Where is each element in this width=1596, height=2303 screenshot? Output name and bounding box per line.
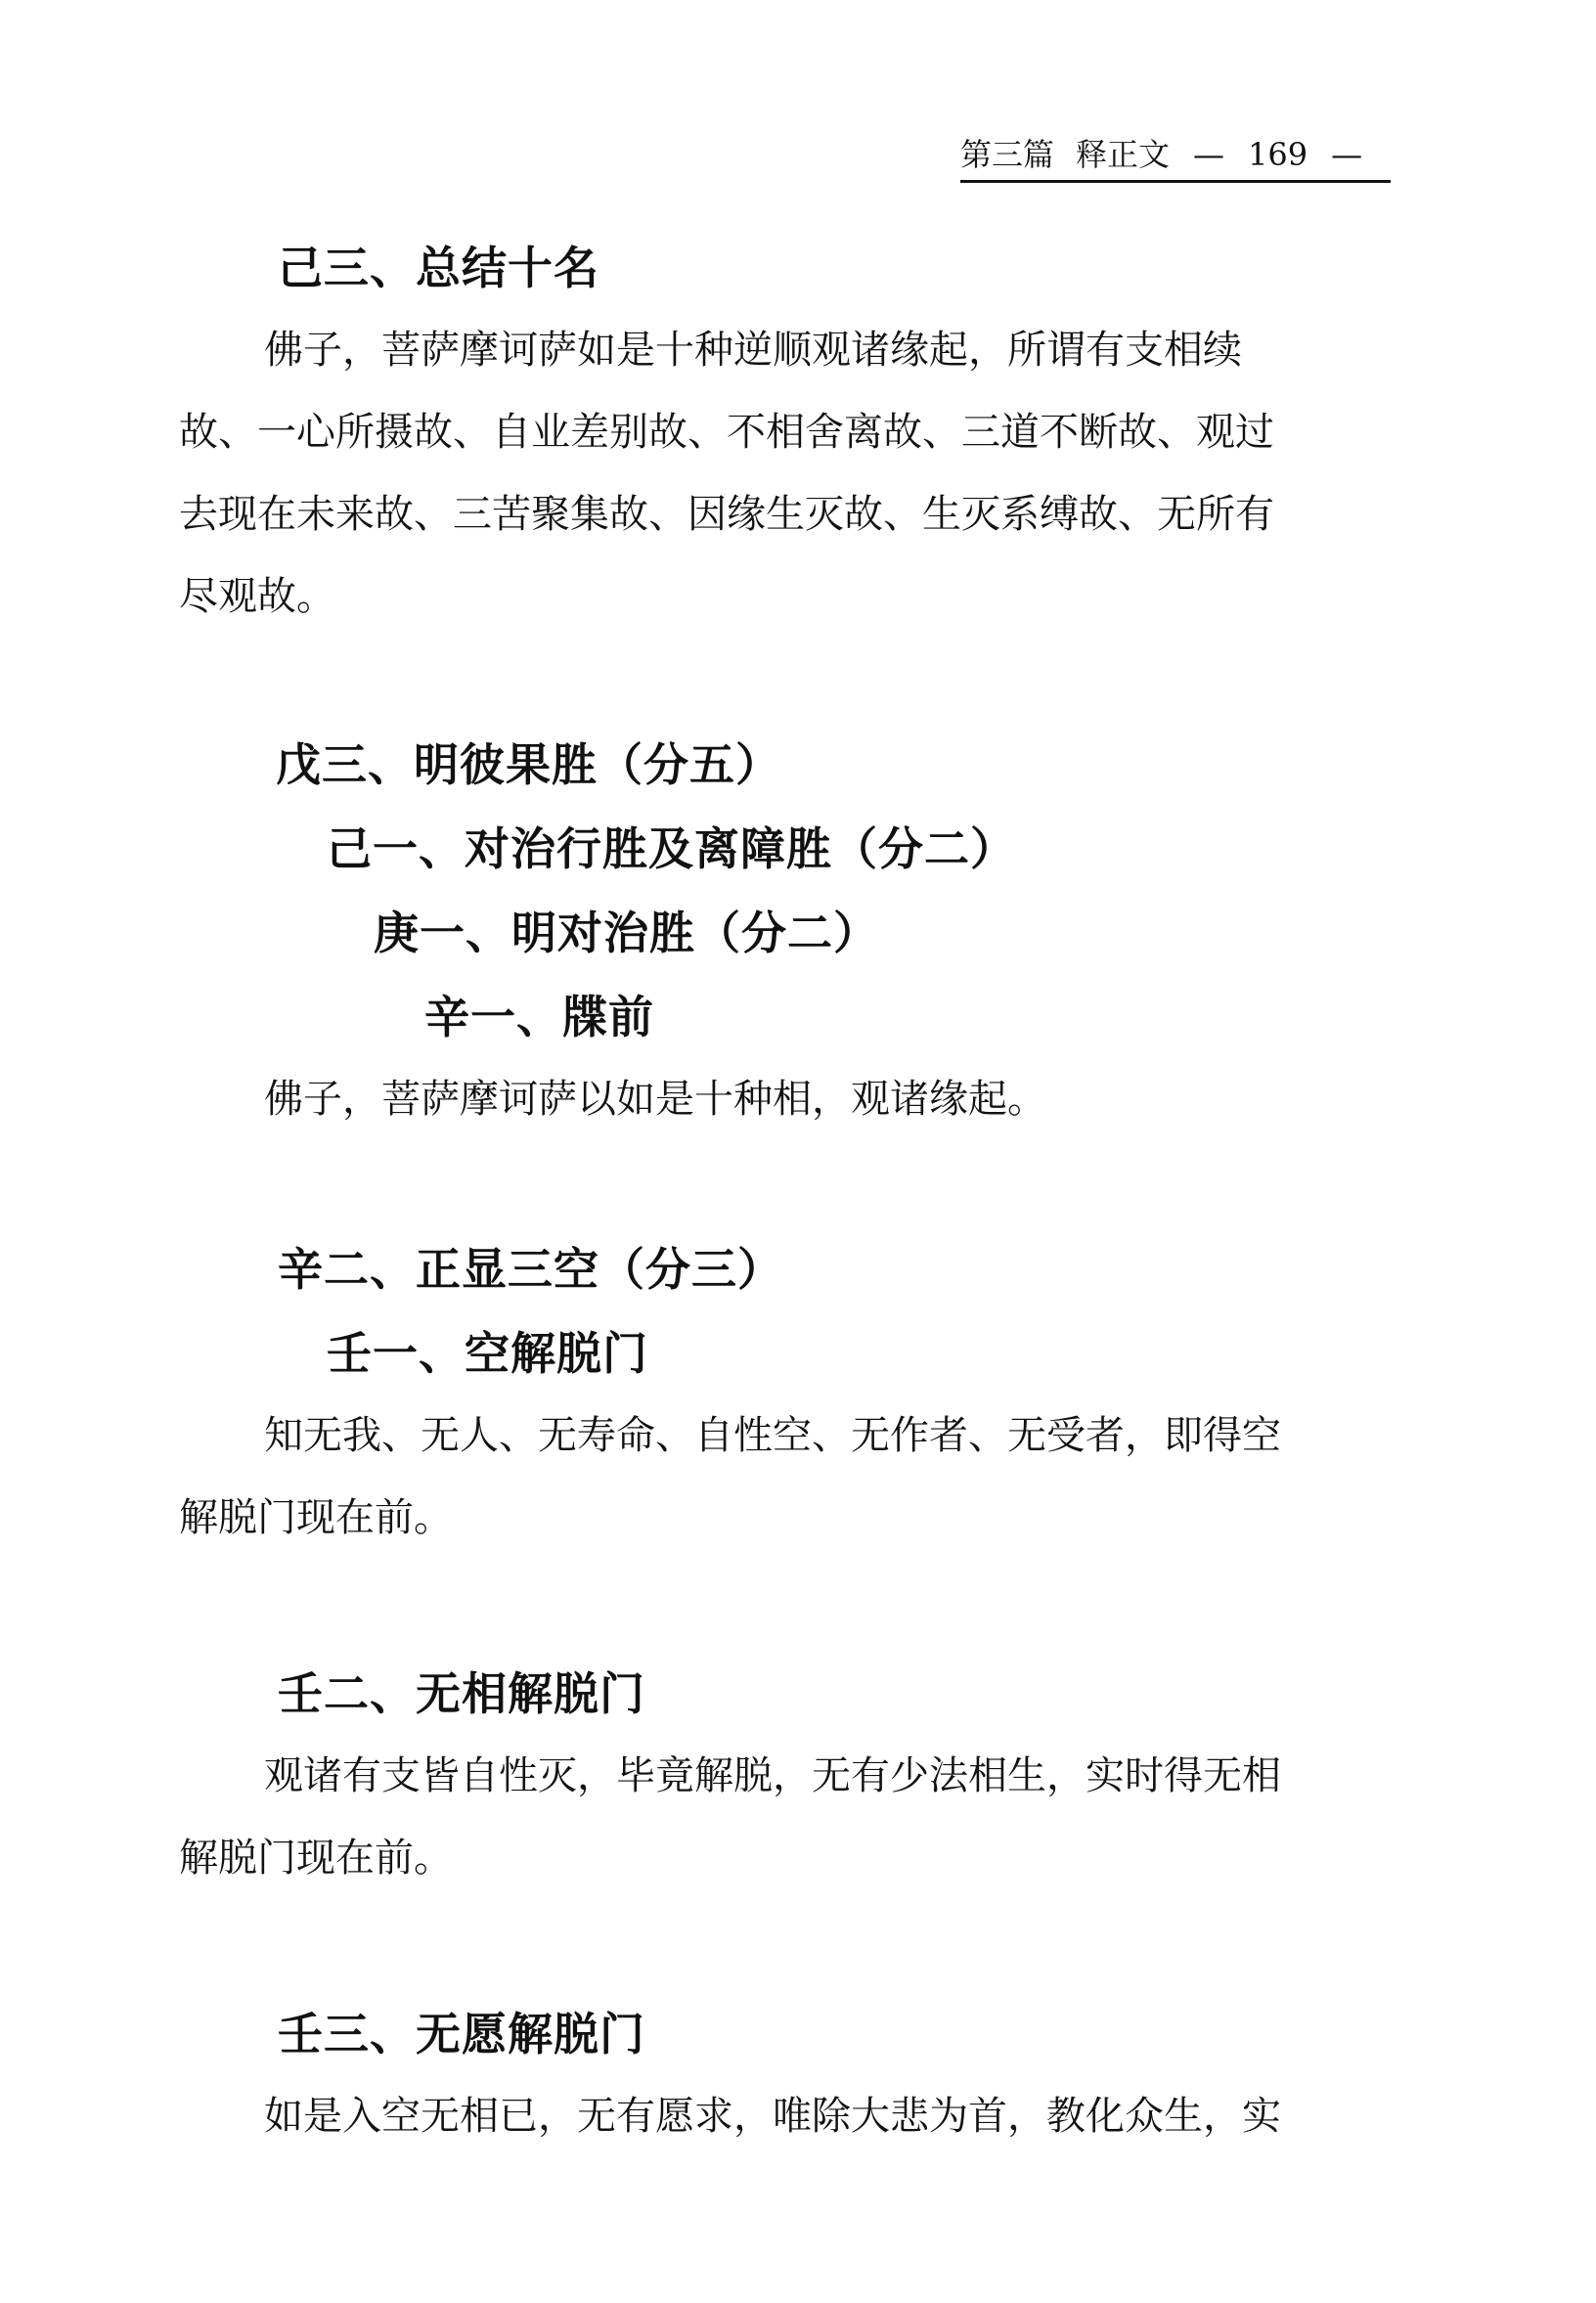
header-part: 第三篇 <box>960 136 1055 173</box>
paragraph-1-line-3: 去现在未来故、三苦聚集故、因缘生灭故、生灭系缚故、无所有 <box>179 492 1274 537</box>
heading-geng1: 庚一、明对治胜（分二） <box>374 907 879 959</box>
heading-xin2: 辛二、正显三空（分三） <box>278 1243 783 1296</box>
paragraph-4-line-2: 解脱门现在前。 <box>179 1836 453 1881</box>
header-dash-right: — <box>1331 136 1363 173</box>
header-title: 释正文 <box>1076 136 1171 173</box>
heading-ji3: 己三、总结十名 <box>278 242 599 294</box>
paragraph-4-line-1: 观诸有支皆自性灭，毕竟解脱，无有少法相生，实时得无相 <box>264 1753 1281 1798</box>
heading-xin1: 辛一、牒前 <box>424 991 654 1043</box>
page-number: 169 <box>1248 136 1308 173</box>
paragraph-1-line-2: 故、一心所摄故、自业差别故、不相舍离故、三道不断故、观过 <box>179 410 1274 455</box>
paragraph-5-line-1: 如是入空无相已，无有愿求，唯除大悲为首，教化众生，实 <box>264 2094 1281 2139</box>
heading-wu3: 戊三、明彼果胜（分五） <box>276 738 781 791</box>
heading-ren1: 壬一、空解脱门 <box>327 1327 648 1380</box>
paragraph-3-line-1: 知无我、无人、无寿命、自性空、无作者、无受者，即得空 <box>264 1413 1281 1458</box>
heading-ren2: 壬二、无相解脱门 <box>278 1667 645 1720</box>
paragraph-2-line-1: 佛子，菩萨摩诃萨以如是十种相，观诸缘起。 <box>264 1077 1046 1122</box>
paragraph-1-line-1: 佛子，菩萨摩诃萨如是十种逆顺观诸缘起，所谓有支相续 <box>264 328 1242 373</box>
running-header <box>960 129 1391 183</box>
paragraph-3-line-2: 解脱门现在前。 <box>179 1495 453 1540</box>
paragraph-1-line-4: 尽观故。 <box>179 574 335 619</box>
header-dash-left: — <box>1193 136 1225 173</box>
heading-ren3: 壬三、无愿解脱门 <box>278 2008 645 2060</box>
heading-ji1: 己一、对治行胜及离障胜（分二） <box>327 822 1016 875</box>
